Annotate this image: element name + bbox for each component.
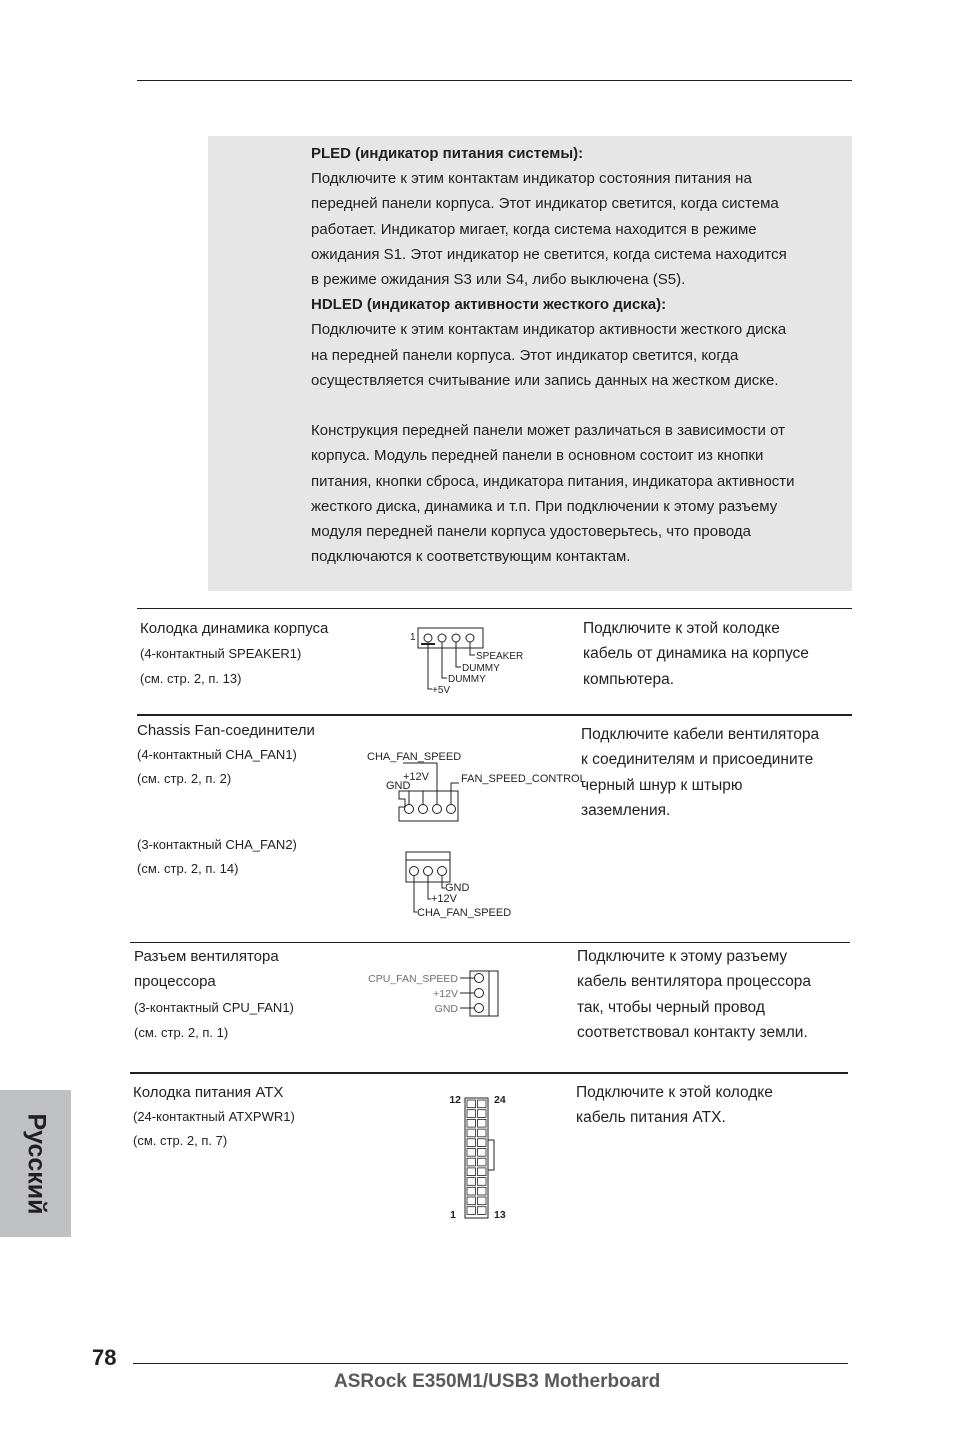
v12-label: +12V (433, 988, 458, 1000)
header-rule (137, 80, 852, 81)
atx-pin (467, 1149, 476, 1157)
fan-speed-control-label: FAN_SPEED_CONTROL (461, 773, 586, 785)
cpu-fan-connector-diagram (370, 968, 505, 1020)
section-rule (130, 1072, 848, 1074)
v12-label: +12V (431, 893, 457, 905)
atx-spec: (24-контактный ATXPWR1) (133, 1109, 295, 1124)
atx-pin (467, 1129, 476, 1137)
atx-pin (467, 1197, 476, 1205)
atx-pin (467, 1139, 476, 1147)
dummy-pin-label: DUMMY (462, 663, 500, 674)
fan-speed-label: CHA_FAN_SPEED (367, 751, 462, 763)
chassis-fan-description: Подключите кабели вентилятора к соединителям и присоедините черный шнур к штырю заземления. (581, 726, 820, 820)
speaker-title: Колодка динамика корпуса (140, 620, 329, 637)
language-tab-label: Русский (22, 1112, 50, 1215)
chassis-fan-ref1: (см. стр. 2, п. 2) (137, 771, 232, 786)
cha-fan2-connector-diagram (400, 850, 515, 920)
speaker-connector-diagram (405, 622, 535, 698)
cpu-fan-description: Подключите к этому разъему кабель вентилятора процессора так, чтобы черный провод соответствовал контакту земли. (577, 948, 811, 1042)
info-text (311, 141, 859, 569)
section-rule (130, 942, 850, 943)
pled-line: Подключите к этим контактам индикатор состояния питания на (311, 170, 752, 188)
panel-line: питания, кнопки сброса, индикатора питания, индикатора активности (311, 472, 795, 490)
atx-pin (478, 1149, 487, 1157)
atx-pin (478, 1110, 487, 1118)
panel-line: корпуса. Модуль передней панели в основном состоит из кнопки (311, 447, 764, 465)
gnd-label: GND (445, 882, 470, 894)
cpu-fan-ref: (см. стр. 2, п. 1) (134, 1025, 229, 1040)
cpu-fan-speed-label: CPU_FAN_SPEED (368, 973, 458, 985)
atx-pin (478, 1197, 487, 1205)
pled-line: в режиме ожидания S3 или S4, либо выключена (S5). (311, 271, 686, 289)
atx-pin-label: 13 (494, 1209, 506, 1221)
speaker-pin-label: SPEAKER (476, 651, 524, 662)
atx-pin-label: 24 (494, 1094, 506, 1106)
atx-pin (467, 1158, 476, 1166)
pled-line: ожидания S1. Этот индикатор не светится, когда система находится (311, 245, 787, 263)
pin1-label: 1 (410, 632, 416, 643)
speaker-spec: (4-контактный SPEAKER1) (140, 646, 302, 661)
atx-pin (467, 1110, 476, 1118)
dummy-pin-label: DUMMY (448, 674, 486, 685)
hdled-heading: HDLED (индикатор активности жесткого диска): (311, 296, 667, 314)
plus5v-pin-label: +5V (432, 685, 451, 696)
atx-pin (478, 1119, 487, 1127)
pled-line: передней панели корпуса. Этот индикатор светится, когда система (311, 195, 779, 213)
speaker-ref: (см. стр. 2, п. 13) (140, 671, 242, 686)
atx-pin (478, 1129, 487, 1137)
chassis-fan-ref2: (см. стр. 2, п. 14) (137, 861, 239, 876)
atx-pin-label: 12 (449, 1094, 461, 1106)
language-tab (0, 1090, 71, 1237)
section-rule (137, 714, 852, 716)
atx-ref: (см. стр. 2, п. 7) (133, 1133, 228, 1148)
atx-pin (478, 1158, 487, 1166)
atx-pin (478, 1139, 487, 1147)
atx-connector-diagram (440, 1088, 520, 1223)
chassis-fan-spec1: (4-контактный CHA_FAN1) (137, 747, 297, 762)
atx-pin (467, 1100, 476, 1108)
page-number: 78 (92, 1345, 117, 1370)
atx-pin (478, 1187, 487, 1195)
footer-rule (133, 1363, 848, 1364)
panel-line: модуля передней панели корпуса удостоверьтесь, что провода (311, 523, 752, 541)
gnd-label: GND (434, 1003, 458, 1015)
cpu-fan-spec: (3-контактный CPU_FAN1) (134, 1000, 294, 1015)
atx-pin (467, 1168, 476, 1176)
atx-pin-label: 1 (450, 1209, 456, 1221)
panel-line: подключаются к соответствующим контактам. (311, 548, 631, 566)
chassis-fan-title: Chassis Fan-соединители (137, 722, 315, 739)
atx-description: Подключите к этой колодке кабель питания ATX. (576, 1084, 773, 1127)
atx-title: Колодка питания ATX (133, 1084, 284, 1101)
pled-line: работает. Индикатор мигает, когда система находится в режиме (311, 220, 757, 238)
panel-line: Конструкция передней панели может различаться в зависимости от (311, 422, 785, 440)
fan-speed-label: CHA_FAN_SPEED (417, 907, 512, 919)
v12-label: +12V (403, 771, 429, 783)
cpu-fan-title: Разъем вентилятора процессора (134, 948, 279, 990)
section-rule (137, 608, 852, 609)
cha-fan1-connector-diagram (365, 745, 586, 825)
atx-pin (478, 1178, 487, 1186)
speaker-description: Подключите к этой колодке кабель от динамика на корпусе компьютера. (583, 620, 809, 688)
hdled-line: осуществляется считывание или запись данных на жестком диске. (311, 371, 779, 389)
atx-pin (467, 1178, 476, 1186)
atx-pin (467, 1119, 476, 1127)
hdled-line: Подключите к этим контактам индикатор активности жесткого диска (311, 321, 787, 339)
atx-pin (478, 1168, 487, 1176)
pled-heading: PLED (индикатор питания системы): (311, 145, 584, 162)
atx-pin (467, 1207, 476, 1215)
atx-pin (478, 1100, 487, 1108)
footer-title: ASRock E350M1/USB3 Motherboard (334, 1371, 661, 1392)
chassis-fan-spec2: (3-контактный CHA_FAN2) (137, 837, 297, 852)
panel-line: жесткого диска, динамика и т.п. При подключении к этому разъему (311, 497, 778, 515)
atx-pin (467, 1187, 476, 1195)
hdled-line: на передней панели корпуса. Этот индикатор светится, когда (311, 346, 739, 364)
gnd-label: GND (386, 780, 411, 792)
atx-pin (478, 1207, 487, 1215)
